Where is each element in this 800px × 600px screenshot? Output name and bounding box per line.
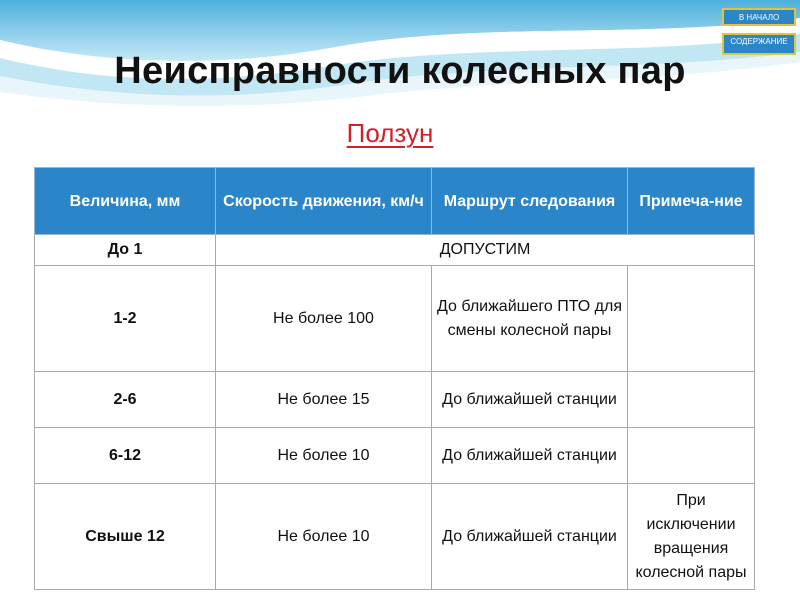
cell-note <box>628 428 755 484</box>
cell-route: До ближайшей станции <box>432 484 628 590</box>
cell-speed: Не более 100 <box>216 266 432 372</box>
table-row <box>35 372 755 428</box>
cell-speed: Не более 10 <box>216 428 432 484</box>
cell-size: 1-2 <box>35 266 216 372</box>
cell-note: При исключении вращения колесной пары <box>628 484 755 590</box>
cell-route: До ближайшего ПТО для смены колесной пары <box>432 266 628 372</box>
home-button[interactable]: В НАЧАЛО <box>722 8 796 26</box>
cell-allowed-status: ДОПУСТИМ <box>216 235 755 266</box>
table-row <box>35 484 755 590</box>
header-route: Маршрут следования <box>432 168 628 235</box>
cell-speed: Не более 15 <box>216 372 432 428</box>
cell-note <box>628 372 755 428</box>
table-header-row <box>35 168 755 235</box>
header-speed: Скорость движения, км/ч <box>216 168 432 235</box>
cell-speed: Не более 10 <box>216 484 432 590</box>
page-subtitle: Ползун <box>346 118 434 148</box>
cell-size: 2-6 <box>35 372 216 428</box>
table-row <box>35 428 755 484</box>
cell-note <box>628 266 755 372</box>
contents-button[interactable]: СОДЕРЖАНИЕ <box>722 33 796 55</box>
header-size: Величина, мм <box>35 168 216 235</box>
cell-route: До ближайшей станции <box>432 428 628 484</box>
cell-size: До 1 <box>35 235 216 266</box>
cell-size: 6-12 <box>35 428 216 484</box>
table-row <box>35 266 755 372</box>
defects-table <box>34 167 755 590</box>
cell-route: До ближайшей станции <box>432 372 628 428</box>
page-title: Неисправности колесных пар <box>114 50 686 92</box>
table-row <box>35 235 755 266</box>
header-note: Примеча-ние <box>628 168 755 235</box>
cell-size: Свыше 12 <box>35 484 216 590</box>
